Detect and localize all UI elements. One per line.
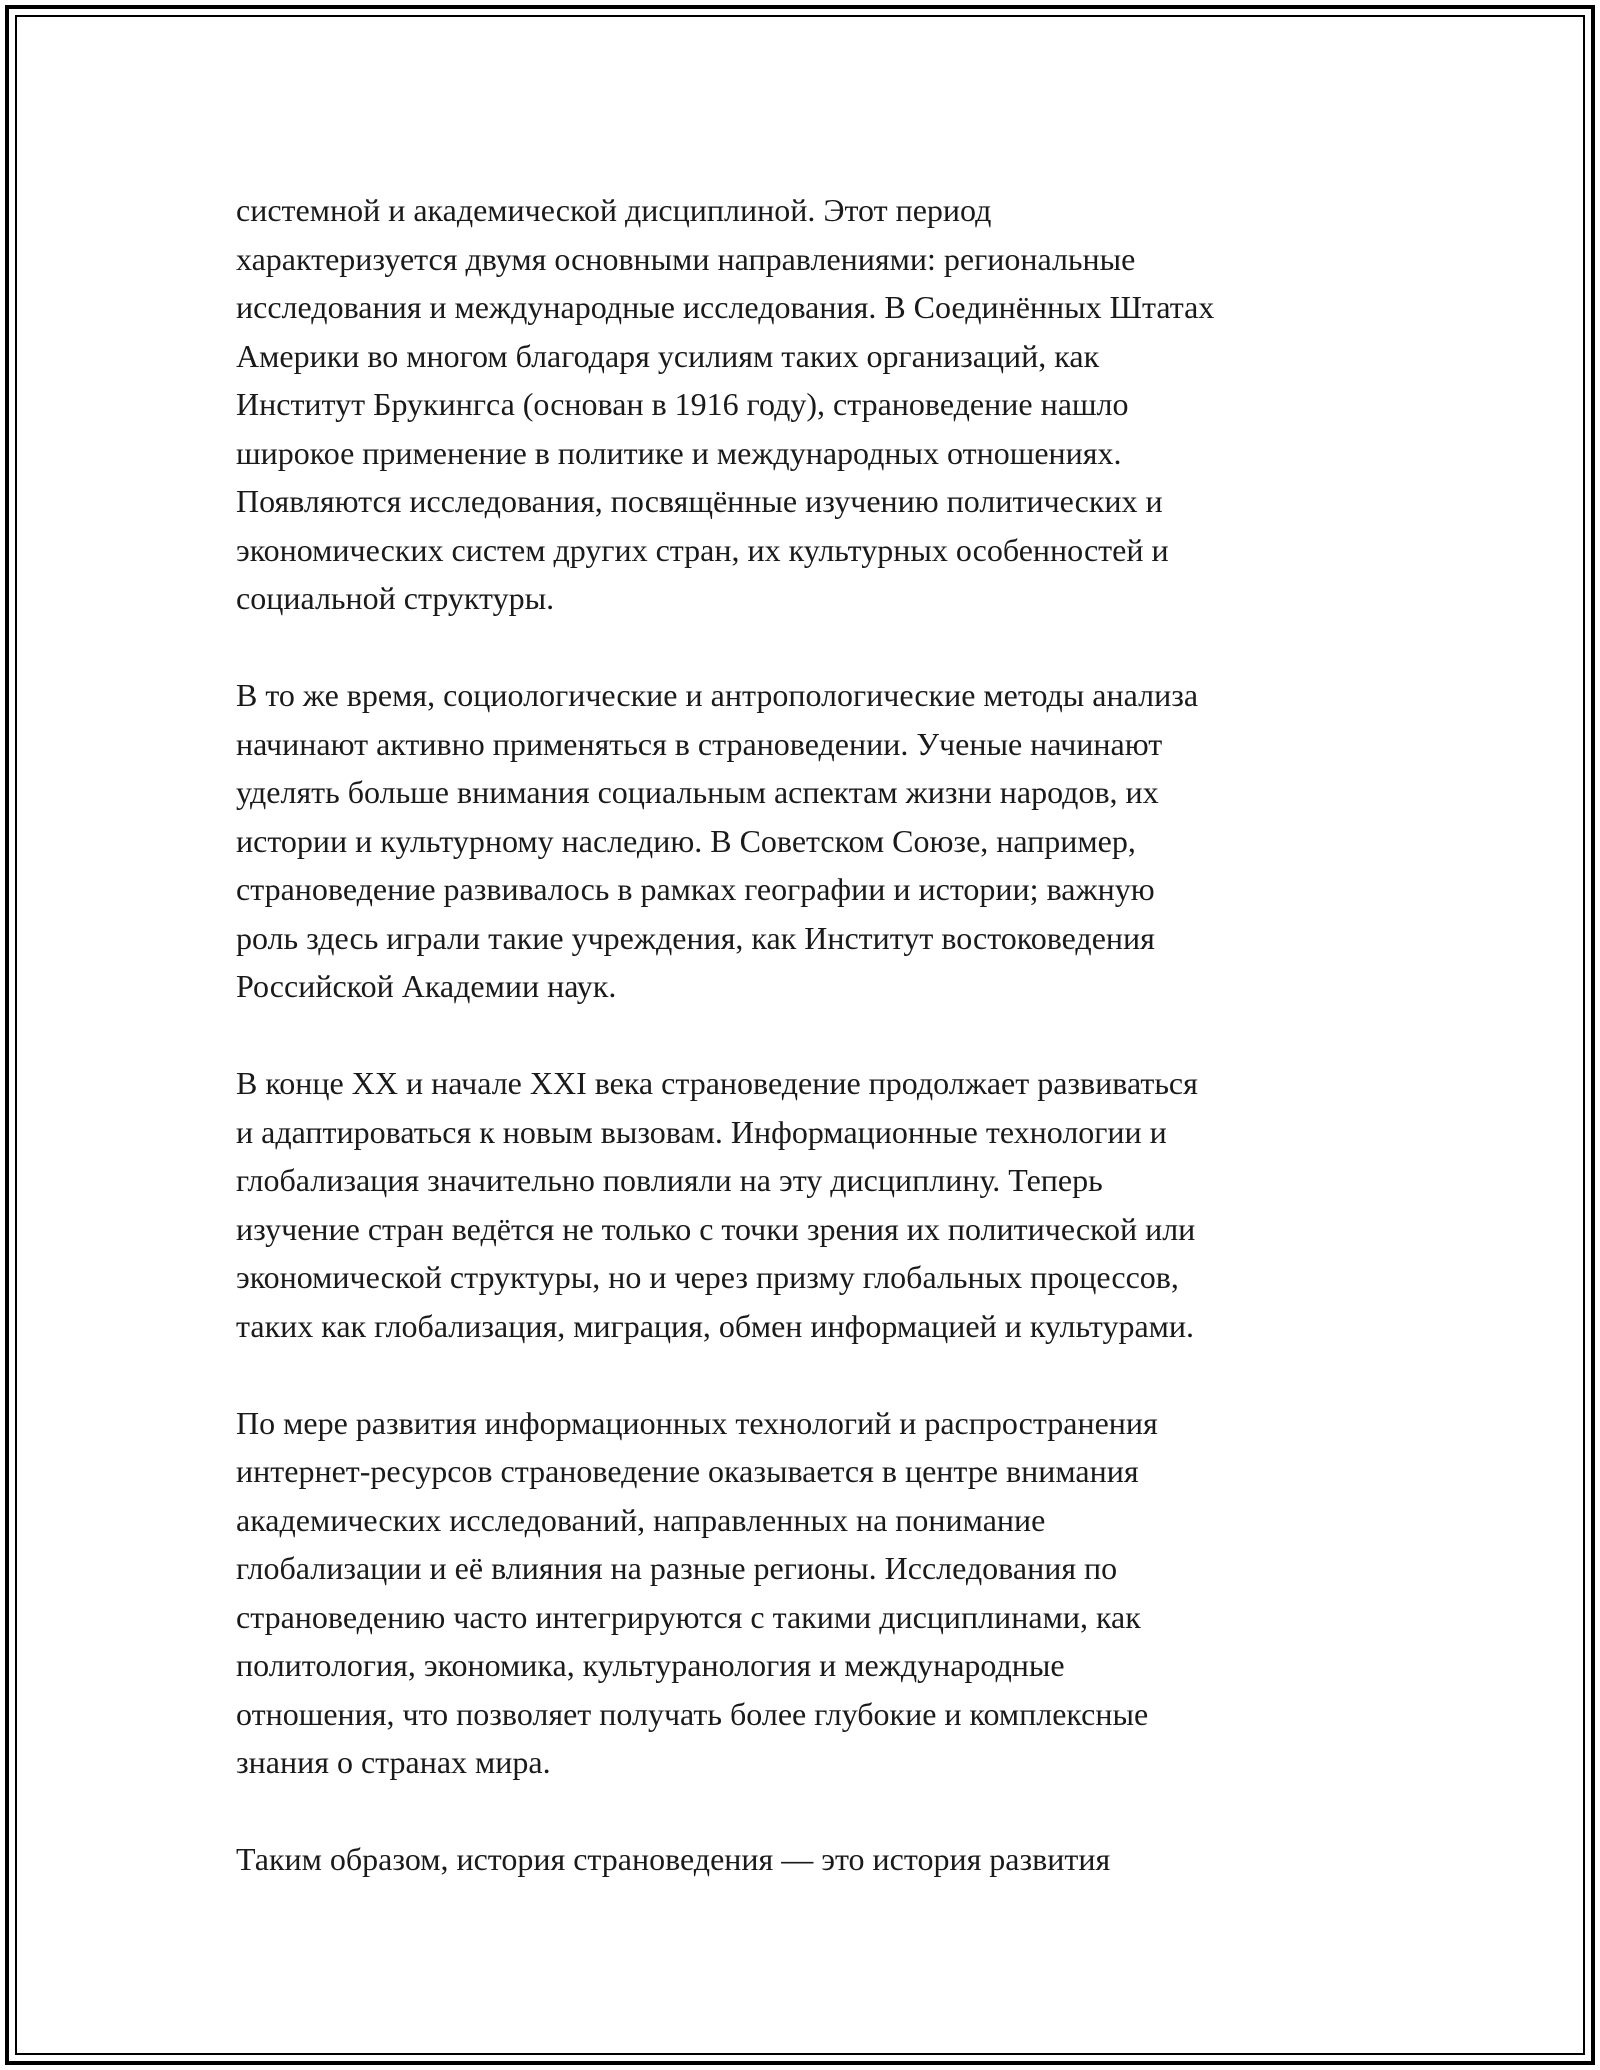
text-line: Институт Брукингса (основан в 1916 году), страноведение нашло: [236, 386, 1129, 422]
paragraph-1: [236, 186, 1386, 623]
document-body: [236, 186, 1386, 1932]
text-line: Америки во многом благодаря усилиям таких организаций, как: [236, 337, 1100, 374]
text-line: глобализации и её влияния на разные регионы. Исследования по: [236, 1550, 1118, 1586]
text-line: характеризуется двумя основными направлениями: региональные: [236, 240, 1136, 277]
text-line: интернет-ресурсов страноведение оказывается в центре внимания: [236, 1453, 1139, 1489]
paragraph-5: [236, 1835, 1386, 1884]
text-line: политология, экономика, культуранология и международные: [236, 1647, 1065, 1683]
text-line: уделять больше внимания социальным аспектам жизни народов, их: [236, 774, 1159, 810]
text-line: системной и академической дисциплиной. Этот период: [236, 192, 992, 228]
text-line: Появляются исследования, посвящённые изучению политических и: [236, 483, 1163, 519]
paragraph-3: [236, 1059, 1386, 1350]
text-line: Российской Академии наук.: [236, 968, 617, 1004]
text-line: истории и культурному наследию. В Советском Союзе, например,: [236, 822, 1136, 859]
text-line: и адаптироваться к новым вызовам. Информационные технологии и: [236, 1113, 1167, 1150]
text-line: академических исследований, направленных на понимание: [236, 1501, 1046, 1538]
text-line: социальной структуры.: [236, 580, 555, 616]
text-line: В конце XX и начале XXI века страноведение продолжает развиваться: [236, 1065, 1198, 1101]
text-line: начинают активно применяться в страноведении. Ученые начинают: [236, 725, 1163, 762]
text-line: роль здесь играли такие учреждения, как Институт востоковедения: [236, 919, 1155, 956]
text-line: изучение стран ведётся не только с точки зрения их политической или: [236, 1210, 1196, 1247]
paragraph-4: [236, 1399, 1386, 1787]
paragraph-2: [236, 671, 1386, 1011]
text-line: страноведению часто интегрируются с такими дисциплинами, как: [236, 1598, 1141, 1635]
text-line: широкое применение в политике и международных отношениях.: [236, 434, 1122, 471]
text-line: таких как глобализация, миграция, обмен информацией и культурами.: [236, 1307, 1195, 1344]
text-line: По мере развития информационных технологий и распространения: [236, 1404, 1158, 1441]
text-line: экономической структуры, но и через призму глобальных процессов,: [236, 1259, 1179, 1295]
text-line: страноведение развивалось в рамках географии и истории; важную: [236, 871, 1155, 907]
text-line: знания о странах мира.: [236, 1744, 551, 1780]
text-line: отношения, что позволяет получать более глубокие и комплексные: [236, 1695, 1149, 1732]
text-line: Таким образом, история страноведения — это история развития: [236, 1841, 1111, 1877]
text-line: В то же время, социологические и антропологические методы анализа: [236, 677, 1199, 713]
text-line: экономических систем других стран, их культурных особенностей и: [236, 531, 1169, 568]
text-line: исследования и международные исследования. В Соединённых Штатах: [236, 289, 1215, 325]
text-line: глобализация значительно повлияли на эту дисциплину. Теперь: [236, 1162, 1103, 1198]
